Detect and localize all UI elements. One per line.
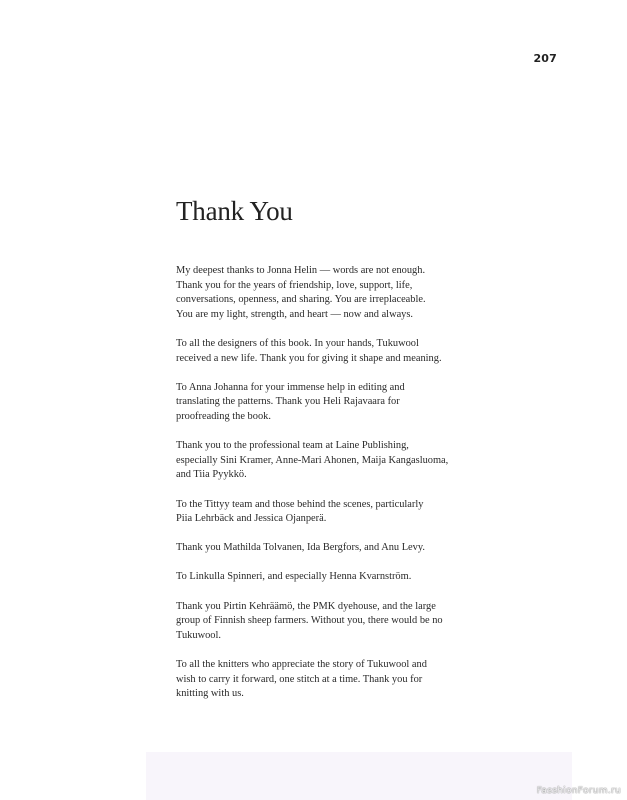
paragraph-designers: To all the designers of this book. In your hands, Tukuwool received a new life. Thank you for giving it shape and meaning. xyxy=(176,337,442,364)
bottom-color-band xyxy=(146,752,572,800)
acknowledgements-body xyxy=(176,264,476,716)
watermark: FasshionForum.ru xyxy=(536,786,621,796)
paragraph-pirtin-kehraamo: Thank you Pirtin Kehräämö, the PMK dyehouse, and the large group of Finnish sheep farmers. Without you, there would be no Tukuwool. xyxy=(176,600,443,641)
page-title: Thank You xyxy=(176,196,293,226)
paragraph-knitters: To all the knitters who appreciate the story of Tukuwool and wish to carry it forward, one stitch at a time. Thank you for knitting with us. xyxy=(176,659,427,700)
paragraph-linkulla-spinneri: To Linkulla Spinneri, and especially Henna Kvarnström. xyxy=(176,571,412,583)
paragraph-tittyy-team: To the Tittyy team and those behind the scenes, particularly Piia Lehrbäck and Jessica Ojanperä. xyxy=(176,498,424,525)
paragraph-mathilda-ida-anu: Thank you Mathilda Tolvanen, Ida Bergfors, and Anu Levy. xyxy=(176,542,425,554)
paragraph-laine-publishing: Thank you to the professional team at Laine Publishing, especially Sini Kramer, Anne-Mari Ahonen, Maija Kangasluoma, and Tiia Pyykkö. xyxy=(176,440,449,481)
page-number: 207 xyxy=(533,52,557,65)
paragraph-anna-johanna: To Anna Johanna for your immense help in editing and translating the patterns. Thank you Heli Rajavaara for proofreading the book. xyxy=(176,381,405,422)
paragraph-jonna-helin: My deepest thanks to Jonna Helin — words are not enough. Thank you for the years of friendship, love, support, life, conversations, openness, and sharing. You are irreplaceable. You are my light, strength, and heart — now and always. xyxy=(176,265,426,320)
